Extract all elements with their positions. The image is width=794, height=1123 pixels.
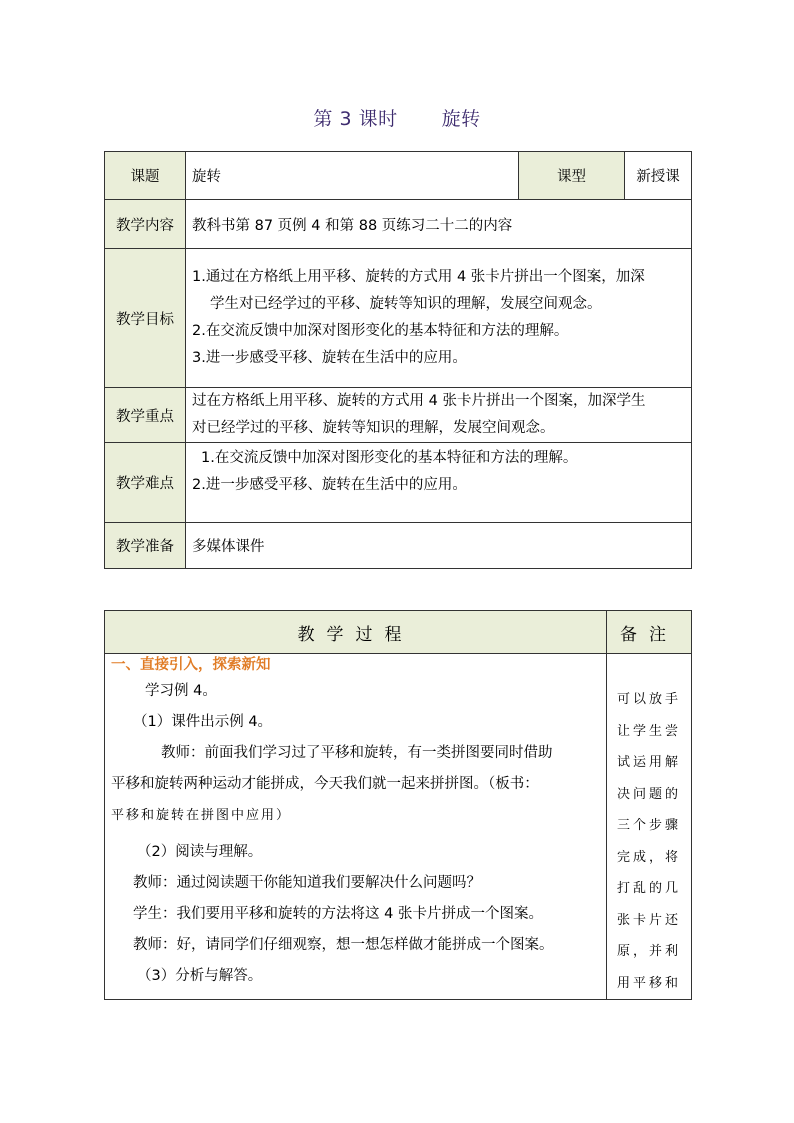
key-label: 教学重点 xyxy=(105,388,186,443)
process-line: 教师：好，请同学们仔细观察，想一想怎样做才能拼成一个图案。 xyxy=(133,937,554,953)
process-body-row xyxy=(105,654,692,1000)
key-line: 对已经学过的平移、旋转等知识的理解，发展空间观念。 xyxy=(192,420,555,436)
note-line: 可以放手 xyxy=(616,692,681,707)
note-line: 让学生尝 xyxy=(616,723,681,739)
process-line: 学习例 4。 xyxy=(145,683,217,699)
goal-line: 3.进一步感受平移、旋转在生活中的应用。 xyxy=(192,350,467,366)
process-line: 平移和旋转两种运动才能拼成，今天我们就一起来拼拼图。（板书： xyxy=(111,776,539,792)
process-header: 教学过程 xyxy=(105,611,607,654)
goals-label: 教学目标 xyxy=(105,249,186,388)
key-row xyxy=(105,388,692,443)
key-value xyxy=(186,388,692,443)
note-line: 试运用解 xyxy=(616,755,681,770)
note-line: 原，并利 xyxy=(616,944,681,959)
topic-value: 旋转 xyxy=(186,152,519,200)
note-line: 张卡片还 xyxy=(616,912,681,928)
content-label: 教学内容 xyxy=(105,200,186,249)
process-line: 平移和旋转在拼图中应用） xyxy=(111,808,292,823)
goal-line: 1.通过在方格纸上用平移、旋转的方式用 4 张卡片拼出一个图案，加深 xyxy=(192,269,645,285)
title-topic: 旋转 xyxy=(441,108,481,130)
difficulty-line: 2.进一步感受平移、旋转在生活中的应用。 xyxy=(192,477,467,493)
process-line: 教师：前面我们学习过了平移和旋转，有一类拼图要同时借助 xyxy=(161,745,553,761)
notes-column xyxy=(607,654,692,1000)
process-line: 学生：我们要用平移和旋转的方法将这 4 张卡片拼成一个图案。 xyxy=(133,906,543,922)
process-line: （1）课件出示例 4。 xyxy=(133,714,273,730)
key-line: 过在方格纸上用平移、旋转的方式用 4 张卡片拼出一个图案，加深学生 xyxy=(192,393,646,409)
note-line: 完成，将 xyxy=(616,849,681,865)
prep-row xyxy=(105,523,692,569)
goal-line: 2.在交流反馈中加深对图形变化的基本特征和方法的理解。 xyxy=(192,323,569,339)
process-body xyxy=(105,654,607,1000)
process-line: （2）阅读与理解。 xyxy=(137,844,263,860)
note-line: 三个步骤 xyxy=(616,818,681,833)
note-line: 决问题的 xyxy=(616,786,681,802)
teaching-process-table xyxy=(104,610,692,1000)
process-line: 教师：通过阅读题干你能知道我们要解决什么问题吗？ xyxy=(133,875,481,891)
note-line: 用平移和 xyxy=(616,975,681,991)
topic-label: 课题 xyxy=(105,152,186,200)
page-title xyxy=(0,104,794,131)
content-row xyxy=(105,200,692,249)
goal-line: 学生对已经学过的平移、旋转等知识的理解，发展空间观念。 xyxy=(210,296,602,312)
difficulty-line: 1.在交流反馈中加深对图形变化的基本特征和方法的理解。 xyxy=(201,450,578,466)
difficulty-value xyxy=(186,443,692,523)
notes-header: 备注 xyxy=(607,611,692,654)
prep-label: 教学准备 xyxy=(105,523,186,569)
process-header-row xyxy=(105,611,692,654)
topic-row xyxy=(105,152,692,200)
title-lesson: 第 3 课时 xyxy=(313,108,398,130)
prep-value: 多媒体课件 xyxy=(186,523,692,569)
difficulty-label: 教学难点 xyxy=(105,443,186,523)
section-heading: 一、直接引入，探索新知 xyxy=(111,657,271,673)
type-value: 新授课 xyxy=(625,152,692,200)
goals-row xyxy=(105,249,692,388)
process-line: （3）分析与解答。 xyxy=(137,968,263,984)
lesson-info-table xyxy=(104,151,692,569)
goals-value xyxy=(186,249,692,388)
type-label: 课型 xyxy=(519,152,625,200)
note-line: 打乱的几 xyxy=(616,881,681,896)
difficulty-row xyxy=(105,443,692,523)
content-value: 教科书第 87 页例 4 和第 88 页练习二十二的内容 xyxy=(186,200,692,249)
